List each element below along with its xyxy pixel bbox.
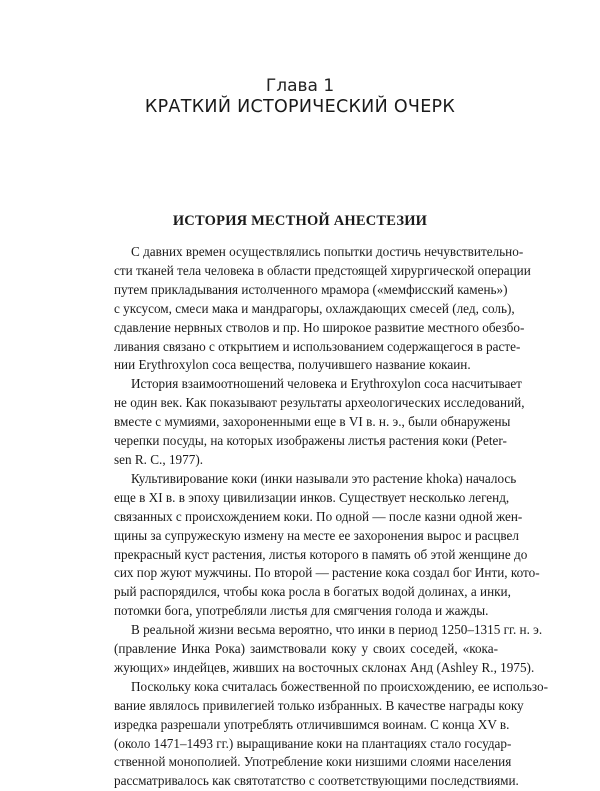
text-line: изредка разрешали употреблять отличившимся воинам. С конца XV в. — [114, 716, 510, 732]
text-line: связанных с происхождением коки. По одной — после казни одной жен- — [114, 508, 523, 524]
text-line: сдавление нервных стволов и пр. Но широкое развитие местного обезбо- — [114, 319, 525, 335]
text-line: сти тканей тела человека в области предстоящей хирургической операции — [114, 262, 531, 278]
text-line: сих пор жуют мужчины. По второй — растение кока создал бог Инти, кото- — [114, 565, 540, 581]
paragraph — [114, 621, 543, 678]
text-line: В реальной жизни весьма вероятно, что инки в период 1250–1315 гг. н. э. — [131, 622, 543, 638]
text-line: с уксусом, смеси мака и мандрагоры, охлаждающих смесей (лед, соль), — [114, 300, 515, 316]
text-line: рый распорядился, чтобы кока росла в богатых водой долинах, а инки, — [114, 584, 511, 600]
text-line: История взаимоотношений человека и Erythroxylon coca насчитывает — [131, 376, 522, 392]
text-line: жующих» индейцев, живших на восточных склонах Анд (Ashley R., 1975). — [114, 659, 535, 675]
text-line: не один век. Как показывают результаты археологических исследований, — [114, 395, 525, 411]
body-text — [114, 243, 549, 791]
paragraph — [114, 678, 549, 791]
text-line: вание являлось привилегией только избранных. В качестве награды коку — [114, 697, 524, 713]
paragraph — [114, 375, 525, 470]
text-line: прекрасный куст растения, листья которого в память об этой женщине до — [114, 546, 528, 562]
text-line: щины за супружескую измену на месте ее захоронения вырос и расцвел — [114, 527, 519, 543]
text-line: (правление Инка Рока) заимствовали коку у своих соседей, «кока- — [114, 641, 498, 657]
section-heading: ИСТОРИЯ МЕСТНОЙ АНЕСТЕЗИИ — [172, 213, 428, 229]
text-line: путем прикладывания истолченного мрамора («мемфисский камень») — [114, 281, 508, 297]
text-line: Поскольку кока считалась божественной по происхождению, ее использо- — [131, 678, 549, 694]
text-line: sen R. C., 1977). — [114, 451, 204, 467]
chapter-number: Глава 1 — [265, 76, 335, 96]
text-line: рассматривалось как святотатство с соответствующими последствиями. — [114, 773, 519, 789]
text-line: ливания связано с открытием и использованием содержащегося в расте- — [114, 338, 521, 354]
text-line: нии Erythroxylon coca вещества, получившего название кокаин. — [114, 357, 471, 373]
paragraph — [114, 470, 540, 621]
text-line: черепки посуды, на которых изображены листья растения коки (Peter- — [114, 433, 507, 449]
text-line: Культивирование коки (инки называли это растение khoka) началось — [131, 470, 517, 486]
text-line: С давних времен осуществлялись попытки достичь нечувствительно- — [131, 244, 524, 259]
text-line: ственной монополией. Употребление коки низшими слоями населения — [114, 754, 512, 770]
text-line: потомки бога, употребляли листья для смягчения голода и жажды. — [114, 603, 489, 619]
text-line: (около 1471–1493 гг.) выращивание коки на плантациях стало государ- — [114, 735, 512, 751]
paragraph — [114, 243, 531, 375]
text-line: еще в XI в. в эпоху цивилизации инков. Существует несколько легенд, — [114, 489, 510, 505]
chapter-title: КРАТКИЙ ИСТОРИЧЕСКИЙ ОЧЕРК — [144, 97, 456, 117]
text-line: вместе с мумиями, захороненными еще в VI в. н. э., были обнаружены — [114, 414, 511, 430]
